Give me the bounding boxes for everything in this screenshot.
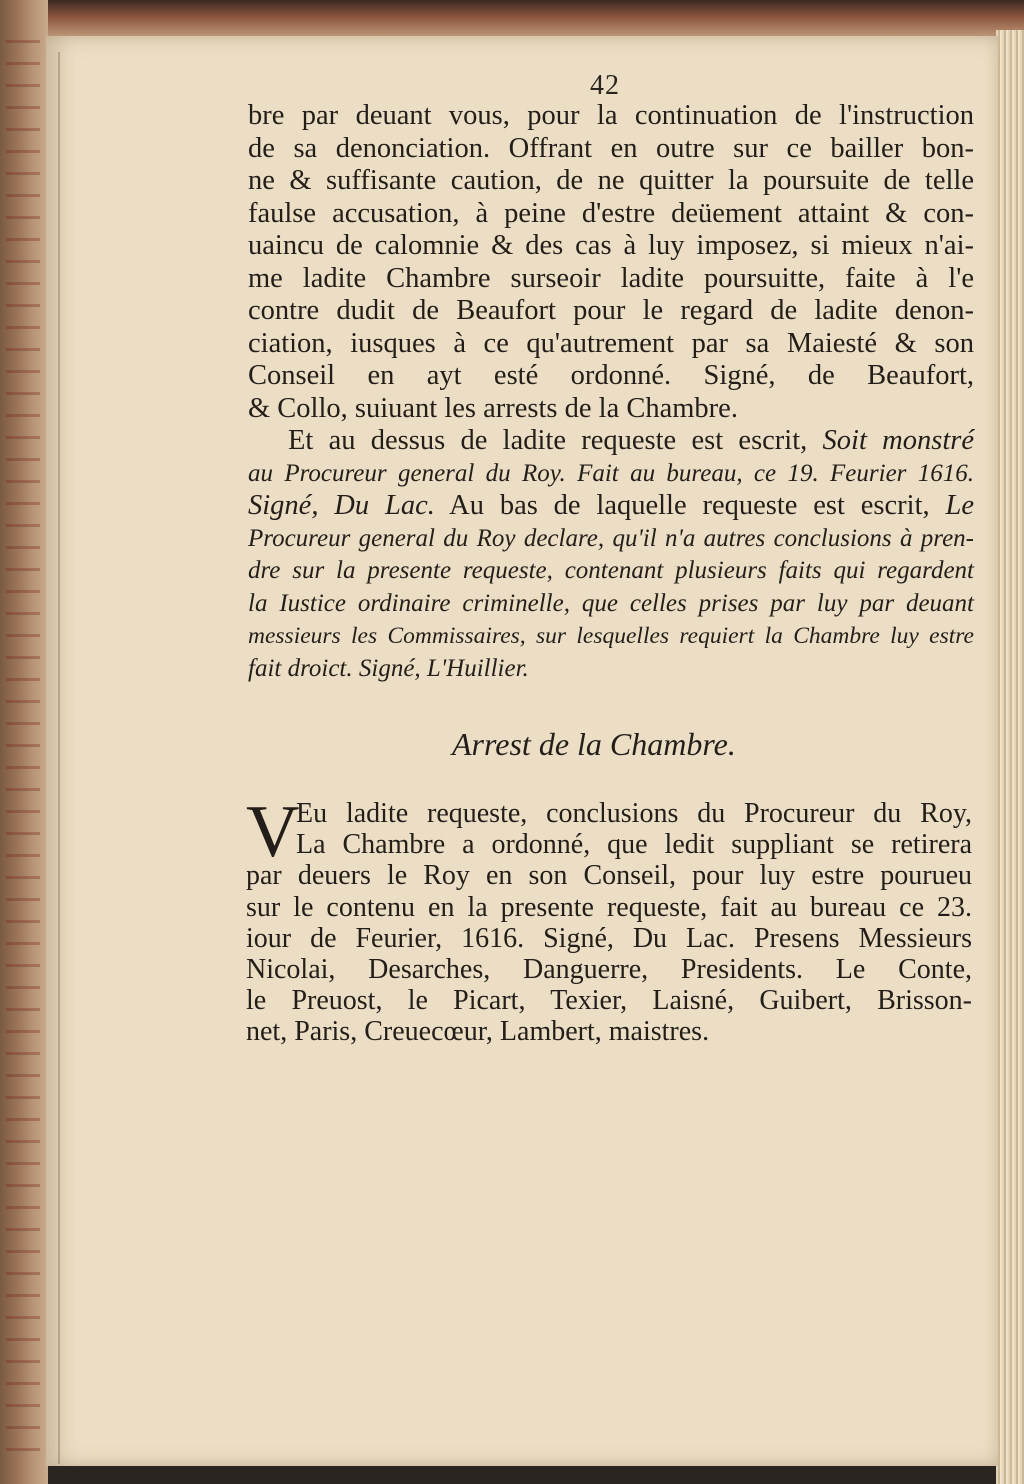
binding-stitching xyxy=(6,40,40,1460)
text-line: La Chambre a ordonné, que ledit suppliant se retirera xyxy=(296,829,972,861)
text-line: Eu ladite requeste, conclusions du Procureur du Roy, xyxy=(296,798,972,829)
text-line: Conseil en ayt esté ordonné. Signé, de Beaufort, xyxy=(248,360,974,391)
text-line: messieurs les Commissaires, sur lesquelles requiert la Chambre luy estre xyxy=(248,623,974,649)
text-line: & Collo, suiuant les arrests de la Chambre. xyxy=(248,392,738,424)
italic-text: Le xyxy=(945,490,974,521)
text-line: net, Paris, Creuecœur, Lambert, maistres. xyxy=(246,1016,710,1048)
text-line: uaincu de calomnie & des cas à luy imposez, si mieux n'ai- xyxy=(248,230,974,261)
text-line: ne & suffisante caution, de ne quitter la poursuite de telle xyxy=(248,165,974,196)
text-line: sur le contenu en la presente requeste, fait au bureau ce 23. xyxy=(246,891,972,923)
text-line: faulse accusation, à peine d'estre deüement attaint & con- xyxy=(248,197,974,229)
drop-cap: V xyxy=(246,791,300,873)
text-line: bre par deuant vous, pour la continuation de l'instruction xyxy=(248,100,974,131)
text-block-1 xyxy=(248,100,974,685)
text-line: par deuers le Roy en son Conseil, pour luy estre pourueu xyxy=(246,860,972,892)
text-line: ciation, iusques à ce qu'autrement par sa Maiesté & son xyxy=(248,327,974,359)
text-line xyxy=(248,425,974,458)
text-block-2 xyxy=(246,791,972,1048)
text-line: au Procureur general du Roy. Fait au bureau, ce 19. Feurier 1616. xyxy=(248,459,974,487)
text-line: la Iustice ordinaire criminelle, que celles prises par luy par deuant xyxy=(248,589,974,617)
section-heading: Arrest de la Chambre. xyxy=(452,726,736,762)
text-line: le Preuost, le Picart, Texier, Laisné, Guibert, Brisson- xyxy=(246,985,972,1017)
italic-text: Soit monstré xyxy=(822,425,974,456)
text-line: iour de Feurier, 1616. Signé, Du Lac. Presens Messieurs xyxy=(246,922,972,954)
roman-text: Et au dessus de ladite requeste est escrit, xyxy=(288,425,808,456)
text-line xyxy=(248,490,974,523)
text-line: contre dudit de Beaufort pour le regard de ladite denon- xyxy=(248,295,974,326)
text-line: Procureur general du Roy declare, qu'il n'a autres conclusions à pren- xyxy=(248,524,974,552)
page-edges xyxy=(996,30,1024,1484)
book-binding xyxy=(0,0,48,1484)
italic-text: Signé, Du Lac. xyxy=(248,490,435,521)
text-line: Nicolai, Desarches, Danguerre, Presidents. Le Conte, xyxy=(246,954,972,986)
text-line: fait droict. Signé, L'Huillier. xyxy=(248,654,529,682)
roman-text: Au bas de laquelle requeste est escrit, xyxy=(449,490,930,521)
page-number: 42 xyxy=(590,70,620,101)
text-line: me ladite Chambre surseoir ladite poursuitte, faite à l'e xyxy=(248,262,974,294)
text-line: dre sur la presente requeste, contenant plusieurs faits qui regardent xyxy=(248,557,974,584)
text-line: de sa denonciation. Offrant en outre sur ce bailler bon- xyxy=(248,132,974,164)
gutter-line xyxy=(58,52,68,1464)
